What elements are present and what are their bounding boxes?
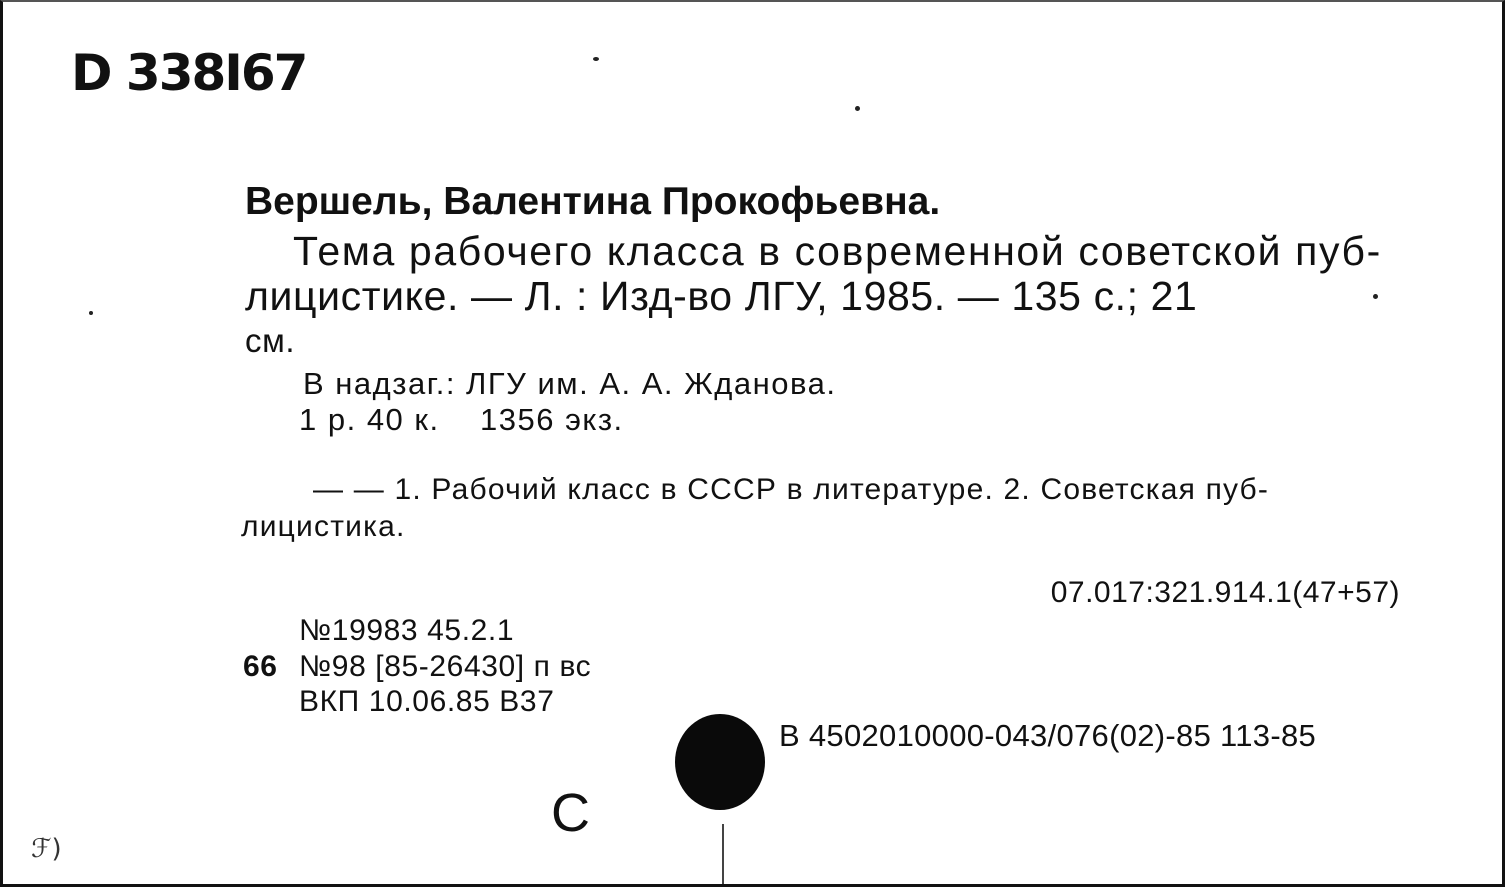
udc-code: 07.017:321.914.1(47+57) [1050,576,1400,609]
subjects-line-1: — — 1. Рабочий класс в СССР в литературе. 2. Советская пуб- [313,473,1270,506]
title-line-2: лицистике. — Л. : Изд-во ЛГУ, 1985. — 135 с.; 21 [245,273,1198,319]
registration-line-2: №98 [85-26430] п вс [299,650,592,683]
speck [1373,294,1378,299]
nadzag-note: В надзаг.: ЛГУ им. А. А. Жданова. [303,366,837,401]
speck [89,311,93,315]
price-and-print-run: 1 р. 40 к. 1356 экз. [299,402,624,437]
accession-number: D 338I67 [71,44,307,102]
registration-line-1: №19983 45.2.1 [299,614,515,647]
speck [593,57,599,61]
punch-line [722,824,724,884]
registration-line-3: ВКП 10.06.85 В37 [299,685,555,718]
catalog-index-line: В 4502010000-043/076(02)-85 113-85 [779,718,1317,753]
speck [855,106,860,111]
title-line-1: Тема рабочего класса в современной советской пуб- [293,228,1382,274]
title-line-3: см. [245,322,296,359]
registration-copies-count: 66 [243,650,278,683]
subjects-line-2: лицистика. [241,510,406,543]
letter-mark: С [551,783,590,843]
handwritten-mark: ℱ) [31,834,62,864]
ink-blot [675,714,765,810]
author-name: Вершель, Валентина Прокофьевна. [245,180,941,223]
